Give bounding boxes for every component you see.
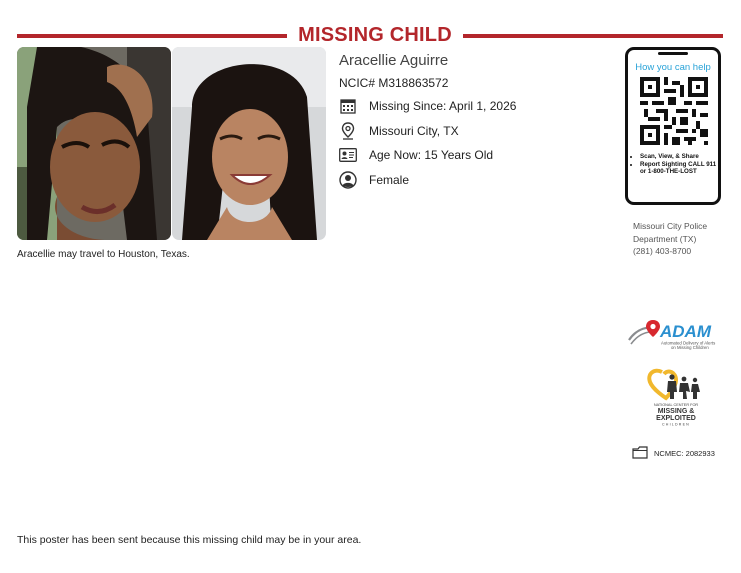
header-rule-left: [17, 34, 287, 38]
person-icon: [339, 171, 357, 189]
location-pin-icon: [339, 122, 357, 140]
poster-title: MISSING CHILD: [298, 24, 452, 46]
agency-phone[interactable]: (281) 403-8700: [633, 246, 692, 256]
agency-name-line1: Missouri City Police: [633, 221, 708, 231]
help-steps: [632, 153, 718, 176]
help-card-title: How you can help: [635, 62, 711, 73]
ncmec-case: [632, 446, 715, 461]
folder-icon: [632, 446, 648, 461]
child-photo-2: [172, 47, 326, 240]
child-name: Aracellie Aguirre: [339, 52, 449, 69]
adam-tagline-2: on Missing Children: [671, 345, 709, 350]
ncmec-case-number: NCMEC: 2082933: [654, 449, 715, 458]
adam-logo: [627, 318, 719, 359]
missing-since-row: [339, 97, 516, 115]
help-step: • Report Sighting CALL 911 or 1-800-THE-LOST: [640, 161, 718, 176]
adam-tagline-1: Automated Delivery of Alerts: [661, 340, 716, 346]
ncmec-logo-line3: EXPLOITED: [656, 415, 696, 422]
calendar-icon: [339, 97, 357, 115]
location-row: [339, 122, 459, 140]
ncmec-logo: [646, 368, 706, 435]
gender-row: [339, 171, 409, 189]
age-row: [339, 146, 493, 164]
help-card: [625, 47, 721, 205]
travel-note: Aracellie may travel to Houston, Texas.: [17, 249, 190, 260]
age-now: Age Now: 15 Years Old: [369, 148, 494, 162]
footer-note: This poster has been sent because this missing child may be in your area.: [17, 534, 362, 546]
ncic-number: NCIC# M318863572: [339, 76, 449, 90]
ncmec-logo-line4: CHILDREN: [662, 422, 690, 427]
adam-wordmark: ADAM: [660, 322, 711, 341]
qr-code[interactable]: [640, 77, 708, 150]
ncmec-logo-line1: NATIONAL CENTER FOR: [653, 403, 699, 407]
location: Missouri City, TX: [369, 124, 459, 138]
missing-since: Missing Since: April 1, 2026: [369, 99, 517, 113]
agency-contact: [633, 220, 707, 258]
ncmec-logo-line2: MISSING &: [657, 408, 695, 415]
help-step: • Scan, View, & Share: [640, 153, 718, 161]
header-rule-right: [463, 34, 723, 38]
id-card-icon: [339, 146, 357, 164]
phone-notch: [658, 52, 688, 55]
child-photo-1: [17, 47, 171, 240]
agency-name-line2: Department (TX): [633, 233, 697, 244]
gender: Female: [369, 173, 410, 187]
